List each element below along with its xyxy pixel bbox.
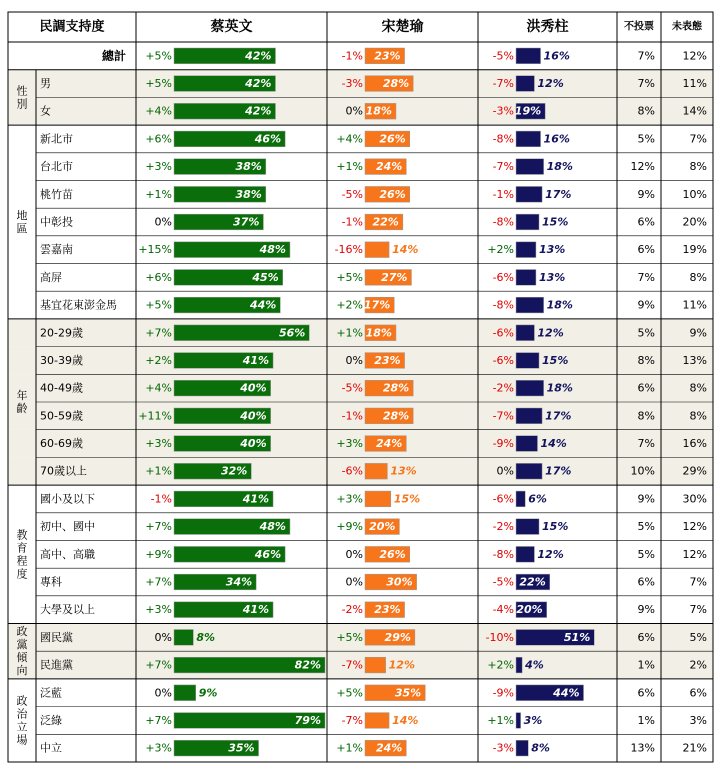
delta-label: -5% <box>341 187 363 201</box>
bar-value-label: 24% <box>375 437 403 451</box>
abstain-value: 6% <box>637 686 655 700</box>
abstain-value: 1% <box>637 658 655 672</box>
bar-value-label: 28% <box>382 77 410 91</box>
undecided-value: 13% <box>682 353 707 367</box>
delta-label: -7% <box>492 409 514 423</box>
delta-label: -3% <box>341 77 363 91</box>
undecided-value: 10% <box>682 187 707 201</box>
row-label: 泛綠 <box>40 713 62 727</box>
delta-label: +1% <box>336 160 363 174</box>
abstain-value: 6% <box>637 575 655 589</box>
group-label: 立 <box>16 720 28 734</box>
delta-label: -2% <box>341 603 363 617</box>
row-label: 30-39歲 <box>40 353 83 367</box>
bar-value-label: 6% <box>528 492 547 506</box>
delta-label: +11% <box>138 409 172 423</box>
undecided-value: 21% <box>682 741 707 755</box>
bar <box>365 713 389 729</box>
bar-value-label: 18% <box>546 298 573 312</box>
bar-value-label: 9% <box>198 686 218 700</box>
bar-value-label: 16% <box>543 132 570 146</box>
delta-label: -8% <box>492 132 514 146</box>
group-label: 地 <box>16 209 28 222</box>
bar-value-label: 56% <box>278 326 306 340</box>
delta-label: +1% <box>336 326 363 340</box>
abstain-value: 6% <box>637 381 655 395</box>
bar <box>516 48 541 64</box>
bar-value-label: 26% <box>379 132 406 146</box>
bar-value-label: 41% <box>242 492 270 506</box>
row-label: 雲嘉南 <box>40 243 73 257</box>
undecided-value: 6% <box>689 686 707 700</box>
group-label: 區 <box>16 222 28 235</box>
bar-value-label: 18% <box>365 104 392 118</box>
abstain-value: 7% <box>637 437 655 451</box>
bar-value-label: 51% <box>563 630 591 644</box>
bar-value-label: 17% <box>545 464 572 478</box>
bar <box>516 740 528 756</box>
abstain-value: 7% <box>637 77 655 91</box>
candidate-header: 洪秀柱 <box>526 19 569 35</box>
bar-value-label: 23% <box>374 353 401 367</box>
bar-value-label: 24% <box>375 160 403 174</box>
abstain-value: 6% <box>637 243 655 257</box>
bar-value-label: 14% <box>392 713 419 727</box>
undecided-value: 9% <box>689 326 707 340</box>
bar-value-label: 28% <box>382 409 410 423</box>
row-label: 專科 <box>40 575 62 589</box>
undecided-value: 7% <box>689 132 707 146</box>
bar-value-label: 42% <box>245 77 272 91</box>
row-label: 基宜花東澎金馬 <box>40 298 117 312</box>
delta-label: -8% <box>492 298 514 312</box>
delta-label: +7% <box>145 575 172 589</box>
bar <box>365 242 389 258</box>
delta-label: +1% <box>145 187 172 201</box>
group-label: 政 <box>16 694 28 708</box>
delta-label: 0% <box>345 104 363 118</box>
abstain-value: 5% <box>637 326 655 340</box>
candidate-header: 蔡英文 <box>210 19 253 35</box>
delta-label: +7% <box>145 713 172 727</box>
delta-label: +9% <box>336 520 363 534</box>
delta-label: -2% <box>492 520 514 534</box>
abstain-value: 5% <box>637 132 655 146</box>
delta-label: +3% <box>145 437 172 451</box>
delta-label: +2% <box>487 658 514 672</box>
row-label: 初中、國中 <box>40 520 95 534</box>
bar-value-label: 3% <box>523 713 543 727</box>
group-label: 性 <box>16 84 28 98</box>
abstain-value: 9% <box>637 492 655 506</box>
abstain-value: 6% <box>637 215 655 229</box>
delta-label: +1% <box>487 713 514 727</box>
delta-label: +2% <box>336 298 363 312</box>
delta-label: -7% <box>341 713 363 727</box>
bar-value-label: 15% <box>542 215 569 229</box>
undecided-value: 8% <box>689 160 707 174</box>
bar-value-label: 41% <box>242 603 270 617</box>
bar-value-label: 26% <box>379 187 406 201</box>
delta-label: +5% <box>145 77 172 91</box>
bar-value-label: 4% <box>525 658 544 672</box>
delta-label: +5% <box>145 49 172 63</box>
group-label: 黨 <box>16 638 28 652</box>
row-label: 國小及以下 <box>40 492 95 506</box>
delta-label: +3% <box>145 603 172 617</box>
abstain-value: 12% <box>630 160 655 174</box>
bar-value-label: 32% <box>220 464 248 478</box>
bar <box>516 186 542 202</box>
undecided-value: 5% <box>689 630 707 644</box>
bar-value-label: 23% <box>374 49 401 63</box>
abstain-value: 9% <box>637 187 655 201</box>
delta-label: +5% <box>145 298 172 312</box>
bar-value-label: 12% <box>537 326 564 340</box>
delta-label: +9% <box>145 547 172 561</box>
delta-label: -1% <box>492 187 514 201</box>
bar-value-label: 13% <box>390 464 417 478</box>
bar <box>516 713 521 729</box>
delta-label: -2% <box>492 381 514 395</box>
bar-value-label: 17% <box>545 409 572 423</box>
group-label: 年 <box>16 389 28 402</box>
undecided-value: 14% <box>682 104 707 118</box>
row-label: 大學及以上 <box>40 603 95 617</box>
undecided-value: 3% <box>689 713 707 727</box>
delta-label: 0% <box>345 353 363 367</box>
bar-value-label: 34% <box>225 575 253 589</box>
table-title: 民調支持度 <box>39 19 105 35</box>
delta-label: 0% <box>345 547 363 561</box>
bar-value-label: 30% <box>386 575 413 589</box>
undecided-value: 12% <box>682 547 707 561</box>
delta-label: -6% <box>492 353 514 367</box>
bar-value-label: 42% <box>245 49 272 63</box>
bar-value-label: 42% <box>245 104 272 118</box>
bar-value-label: 35% <box>394 686 422 700</box>
row-label: 中立 <box>40 741 62 755</box>
delta-label: -7% <box>341 658 363 672</box>
bar <box>516 491 525 507</box>
undecided-value: 12% <box>682 520 707 534</box>
undecided-value: 2% <box>689 658 707 672</box>
group-label: 治 <box>16 707 28 721</box>
bar-value-label: 48% <box>259 243 286 257</box>
bar <box>365 657 386 673</box>
row-label: 70歲以上 <box>40 464 87 478</box>
bar-value-label: 44% <box>249 298 277 312</box>
undecided-value: 20% <box>682 215 707 229</box>
bar-value-label: 17% <box>363 298 391 312</box>
abstain-value: 7% <box>637 49 655 63</box>
delta-label: -4% <box>492 603 514 617</box>
delta-label: +2% <box>487 243 514 257</box>
row-label: 男 <box>40 77 51 91</box>
row-label: 泛藍 <box>40 686 62 700</box>
delta-label: -5% <box>341 381 363 395</box>
bar-value-label: 23% <box>374 603 401 617</box>
bar-value-label: 13% <box>538 243 566 257</box>
bar <box>516 436 537 452</box>
delta-label: -6% <box>492 492 514 506</box>
delta-label: +5% <box>336 686 363 700</box>
delta-label: -7% <box>492 77 514 91</box>
delta-label: +5% <box>336 630 363 644</box>
delta-label: +4% <box>145 104 172 118</box>
row-label: 高中、高職 <box>40 547 95 561</box>
bar-value-label: 16% <box>543 49 570 63</box>
bar <box>516 325 534 341</box>
row-label: 國民黨 <box>40 630 73 644</box>
delta-label: +7% <box>145 658 172 672</box>
bar <box>516 214 539 230</box>
abstain-value: 5% <box>637 547 655 561</box>
row-label: 新北市 <box>40 132 73 146</box>
undecided-value: 8% <box>689 270 707 284</box>
bar-value-label: 17% <box>545 187 572 201</box>
bar-value-label: 37% <box>233 215 260 229</box>
delta-label: 0% <box>154 686 172 700</box>
bar-value-label: 27% <box>381 270 408 284</box>
row-label: 民進黨 <box>40 658 73 672</box>
bar-value-label: 46% <box>254 132 282 146</box>
row-label: 60-69歲 <box>40 437 83 451</box>
bar-value-label: 29% <box>384 630 411 644</box>
bar-value-label: 40% <box>240 381 267 395</box>
abstain-value: 8% <box>637 353 655 367</box>
delta-label: -9% <box>492 686 514 700</box>
bar-value-label: 46% <box>254 547 282 561</box>
delta-label: +2% <box>145 353 172 367</box>
bar <box>516 297 544 313</box>
bar-value-label: 38% <box>235 160 262 174</box>
bar <box>365 463 387 479</box>
row-label: 40-49歲 <box>40 381 83 395</box>
bar <box>174 685 196 701</box>
bar-value-label: 8% <box>196 630 216 644</box>
delta-label: 0% <box>154 630 172 644</box>
abstain-value: 8% <box>637 409 655 423</box>
group-label: 程 <box>16 554 28 568</box>
delta-label: -6% <box>341 464 363 478</box>
bar-value-label: 13% <box>538 270 566 284</box>
group-label: 別 <box>16 97 28 111</box>
bar-value-label: 35% <box>228 741 255 755</box>
abstain-value: 10% <box>630 464 655 478</box>
bar <box>516 519 539 535</box>
bar-value-label: 22% <box>519 575 546 589</box>
delta-label: +15% <box>138 243 172 257</box>
row-label: 總計 <box>101 48 126 63</box>
delta-label: -9% <box>492 437 514 451</box>
bar-value-label: 15% <box>542 520 569 534</box>
undecided-value: 8% <box>689 381 707 395</box>
undecided-value: 30% <box>682 492 707 506</box>
delta-label: -1% <box>150 492 172 506</box>
bar-value-label: 40% <box>240 409 267 423</box>
abstain-header: 不投票 <box>624 21 654 33</box>
undecided-value: 12% <box>682 49 707 63</box>
delta-label: -8% <box>492 547 514 561</box>
candidate-header: 宋楚瑜 <box>381 19 424 35</box>
delta-label: 0% <box>345 575 363 589</box>
delta-label: +3% <box>145 741 172 755</box>
bar-value-label: 20% <box>369 520 396 534</box>
row-label: 高屏 <box>40 270 62 284</box>
row-label: 20-29歲 <box>40 326 83 340</box>
bar-value-label: 15% <box>542 353 569 367</box>
abstain-value: 1% <box>637 713 655 727</box>
bar <box>365 491 391 507</box>
bar-value-label: 14% <box>540 437 567 451</box>
bar <box>174 630 193 646</box>
delta-label: -1% <box>341 409 363 423</box>
row-label: 50-59歲 <box>40 409 83 423</box>
bar-value-label: 48% <box>259 520 286 534</box>
delta-label: +6% <box>145 270 172 284</box>
undecided-value: 8% <box>689 409 707 423</box>
bar-value-label: 18% <box>546 381 573 395</box>
group-label: 齡 <box>16 402 28 415</box>
abstain-value: 9% <box>637 603 655 617</box>
delta-label: +4% <box>145 381 172 395</box>
group-label: 場 <box>16 733 28 747</box>
abstain-value: 8% <box>637 104 655 118</box>
group-label: 教 <box>16 528 28 542</box>
delta-label: -5% <box>492 49 514 63</box>
delta-label: +3% <box>145 160 172 174</box>
bar-value-label: 45% <box>252 270 279 284</box>
undecided-value: 7% <box>689 575 707 589</box>
group-label: 傾 <box>16 651 28 665</box>
row-label: 台北市 <box>40 160 73 174</box>
row-label: 中彰投 <box>40 215 73 229</box>
bar-value-label: 20% <box>516 603 543 617</box>
delta-label: -8% <box>492 215 514 229</box>
row-label: 桃竹苗 <box>40 187 73 201</box>
group-label: 度 <box>16 567 28 581</box>
bar <box>516 131 541 147</box>
delta-label: +3% <box>336 437 363 451</box>
bar-value-label: 26% <box>379 547 406 561</box>
delta-label: +3% <box>336 492 363 506</box>
delta-label: -1% <box>341 215 363 229</box>
abstain-value: 6% <box>637 630 655 644</box>
delta-label: -7% <box>492 160 514 174</box>
delta-label: -5% <box>492 575 514 589</box>
bar <box>516 657 522 673</box>
bar <box>516 353 539 369</box>
bar-value-label: 12% <box>388 658 415 672</box>
bar-value-label: 28% <box>382 381 410 395</box>
bar-value-label: 14% <box>392 243 419 257</box>
delta-label: -3% <box>492 741 514 755</box>
delta-label: -6% <box>492 326 514 340</box>
bar-value-label: 40% <box>240 437 267 451</box>
bar <box>516 270 536 286</box>
delta-label: +1% <box>145 464 172 478</box>
undecided-header: 未表態 <box>672 21 702 33</box>
undecided-value: 29% <box>682 464 707 478</box>
delta-label: 0% <box>496 464 514 478</box>
bar-value-label: 19% <box>514 104 542 118</box>
abstain-value: 13% <box>630 741 655 755</box>
bar-value-label: 12% <box>537 77 564 91</box>
delta-label: +7% <box>145 326 172 340</box>
bar <box>516 380 544 396</box>
delta-label: +5% <box>336 270 363 284</box>
delta-label: +4% <box>336 132 363 146</box>
group-label: 向 <box>16 664 28 678</box>
delta-label: -6% <box>492 270 514 284</box>
undecided-value: 19% <box>682 243 707 257</box>
bar-value-label: 18% <box>365 326 392 340</box>
delta-label: -10% <box>485 630 514 644</box>
delta-label: -16% <box>334 243 363 257</box>
bar-value-label: 15% <box>393 492 421 506</box>
bar-value-label: 12% <box>537 547 564 561</box>
bar <box>516 76 534 92</box>
group-label: 育 <box>16 541 28 555</box>
delta-label: -3% <box>492 104 514 118</box>
bar-value-label: 41% <box>242 353 270 367</box>
bar-value-label: 79% <box>294 713 321 727</box>
abstain-value: 7% <box>637 270 655 284</box>
undecided-value: 16% <box>682 437 707 451</box>
undecided-value: 11% <box>682 77 707 91</box>
undecided-value: 11% <box>682 298 707 312</box>
bar-value-label: 44% <box>553 686 580 700</box>
bar-value-label: 18% <box>546 160 573 174</box>
group-label: 政 <box>16 625 28 639</box>
delta-label: +1% <box>336 741 363 755</box>
undecided-value: 7% <box>689 603 707 617</box>
bar <box>516 408 542 424</box>
bar-value-label: 22% <box>372 215 399 229</box>
bar-value-label: 82% <box>294 658 321 672</box>
bar-value-label: 24% <box>375 741 403 755</box>
row-label: 女 <box>40 104 51 118</box>
abstain-value: 5% <box>637 520 655 534</box>
bar-value-label: 38% <box>235 187 262 201</box>
bar <box>516 463 542 479</box>
abstain-value: 9% <box>637 298 655 312</box>
delta-label: +7% <box>145 520 172 534</box>
delta-label: 0% <box>154 215 172 229</box>
bar <box>516 242 536 258</box>
delta-label: +6% <box>145 132 172 146</box>
bar <box>516 546 534 562</box>
bar-value-label: 8% <box>531 741 550 755</box>
delta-label: -1% <box>341 49 363 63</box>
bar <box>516 159 544 175</box>
